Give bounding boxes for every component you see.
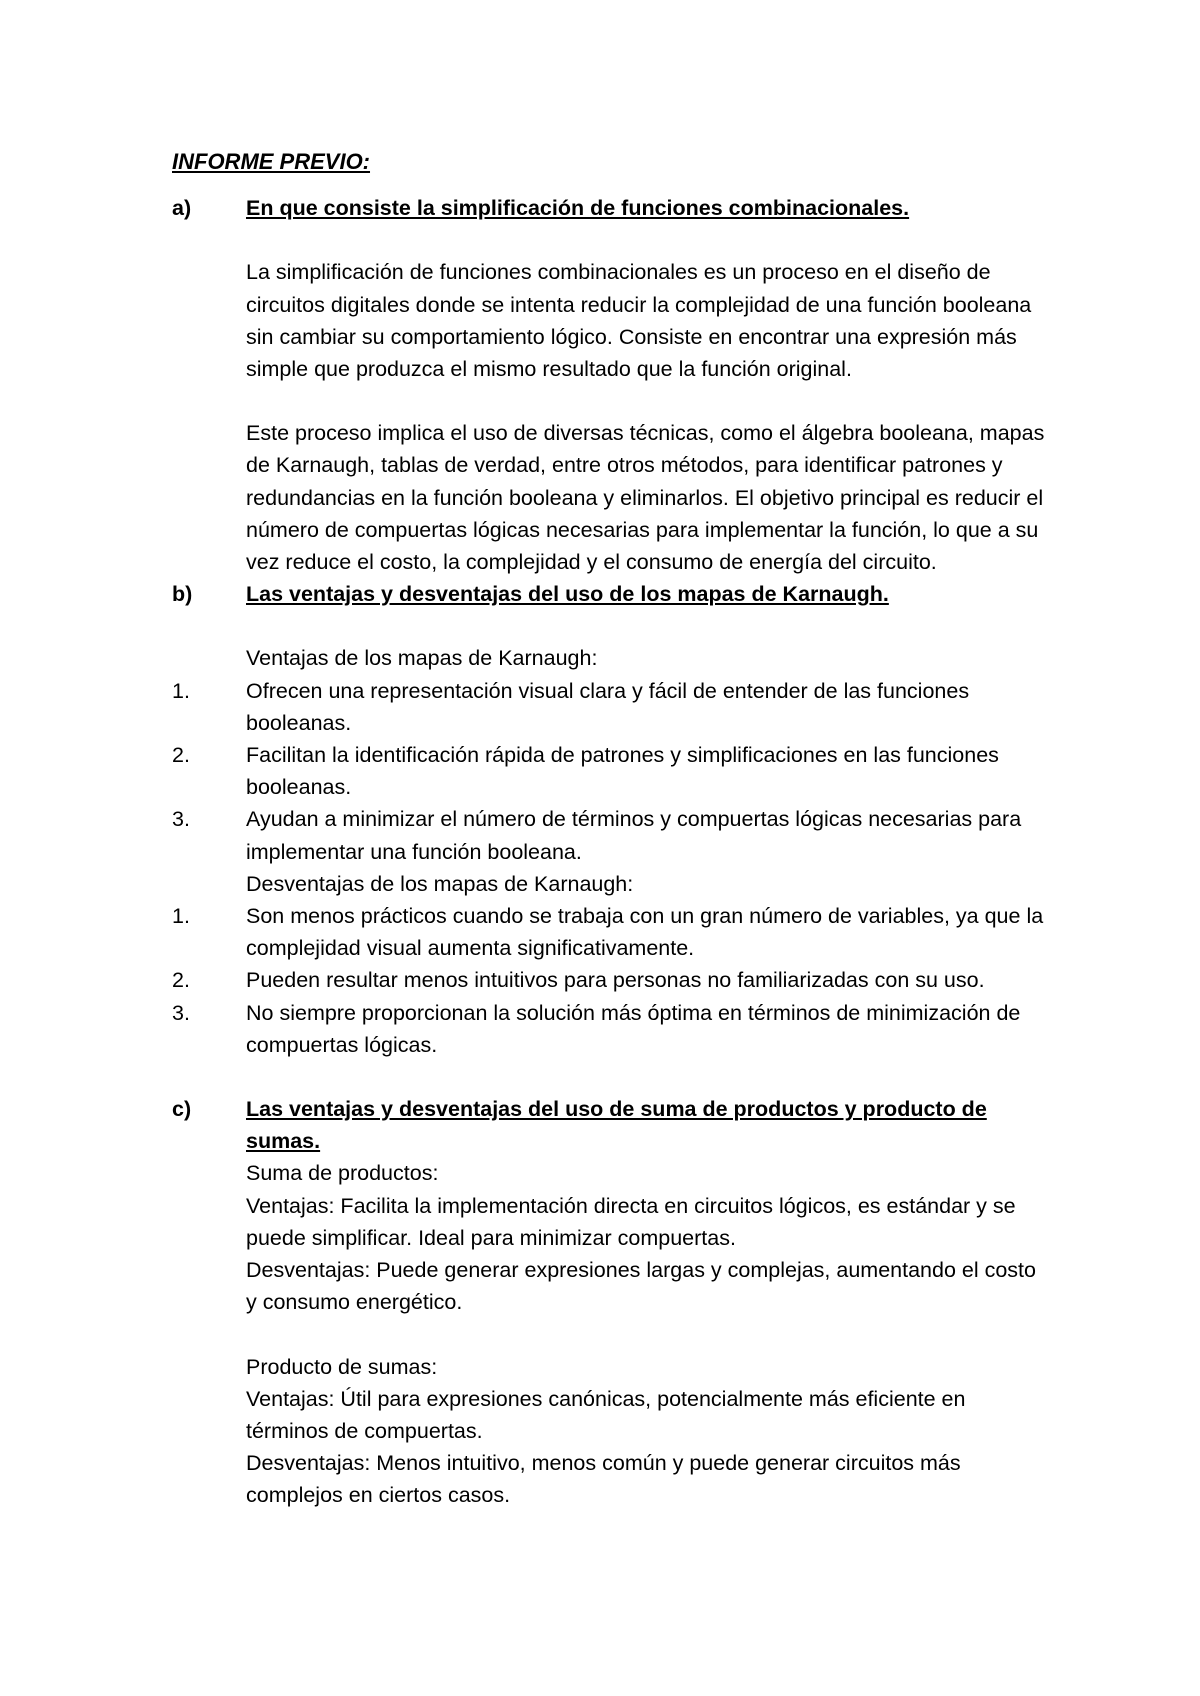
list-item bbox=[172, 739, 1052, 803]
section-a-marker: a) bbox=[172, 196, 192, 221]
list-number: 3. bbox=[172, 807, 190, 832]
section-a-heading: En que consiste la simplificación de funciones combinacionales. bbox=[246, 196, 910, 221]
list-number: 3. bbox=[172, 1000, 190, 1025]
list-item bbox=[172, 675, 1052, 739]
list-text: Ayudan a minimizar el número de términos y compuertas lógicas necesarias para implementar una función booleana. bbox=[246, 807, 1022, 864]
section-c-heading-row bbox=[172, 1093, 1052, 1157]
list-item bbox=[172, 803, 1052, 867]
list-item bbox=[172, 997, 1052, 1061]
section-b-marker: b) bbox=[172, 582, 193, 607]
list-text: No siempre proporcionan la solución más óptima en términos de minimización de compuertas lógicas. bbox=[246, 1000, 1021, 1057]
karnaugh-advantages-label: Ventajas de los mapas de Karnaugh: bbox=[246, 646, 598, 671]
pos-disadvantages: Desventajas: Menos intuitivo, menos común y puede generar circuitos más complejos en ciertos casos. bbox=[246, 1451, 961, 1508]
list-text: Ofrecen una representación visual clara y fácil de entender de las funciones booleanas. bbox=[246, 678, 970, 735]
section-c-heading: Las ventajas y desventajas del uso de suma de productos y producto de sumas. bbox=[246, 1097, 987, 1154]
pos-advantages: Ventajas: Útil para expresiones canónicas, potencialmente más eficiente en términos de compuertas. bbox=[246, 1386, 966, 1443]
sop-advantages: Ventajas: Facilita la implementación directa en circuitos lógicos, es estándar y se puede simplificar. Ideal para minimizar compuertas. bbox=[246, 1193, 1016, 1250]
document-title: INFORME PREVIO: bbox=[172, 149, 371, 174]
section-a-heading-row bbox=[172, 192, 1052, 224]
list-item bbox=[172, 900, 1052, 964]
list-number: 2. bbox=[172, 968, 190, 993]
list-number: 1. bbox=[172, 904, 190, 929]
section-a-paragraph-2: Este proceso implica el uso de diversas técnicas, como el álgebra booleana, mapas de Karnaugh, tablas de verdad, entre otros métodos, para identificar patrones y redundancias en la función booleana y eliminarlos. El objetivo principal es reducir el número de compuertas lógicas necesarias para implementar la función, lo que a su vez reduce el costo, la complejidad y el consumo de energía del circuito. bbox=[246, 421, 1045, 575]
document-body bbox=[172, 146, 1052, 1512]
section-b-heading: Las ventajas y desventajas del uso de los mapas de Karnaugh. bbox=[246, 582, 889, 607]
list-item bbox=[172, 964, 1052, 996]
list-number: 1. bbox=[172, 678, 190, 703]
list-text: Son menos prácticos cuando se trabaja con un gran número de variables, ya que la complejidad visual aumenta significativamente. bbox=[246, 904, 1044, 961]
karnaugh-disadvantages-label: Desventajas de los mapas de Karnaugh: bbox=[246, 871, 634, 896]
pos-label: Producto de sumas: bbox=[246, 1354, 438, 1379]
section-a-paragraph-1: La simplificación de funciones combinacionales es un proceso en el diseño de circuitos digitales donde se intenta reducir la complejidad de una función booleana sin cambiar su comportamiento lógico. Consiste en encontrar una expresión más simple que produzca el mismo resultado que la función original. bbox=[246, 260, 1032, 382]
list-number: 2. bbox=[172, 743, 190, 768]
list-text: Pueden resultar menos intuitivos para personas no familiarizadas con su uso. bbox=[246, 968, 985, 993]
section-c-marker: c) bbox=[172, 1097, 192, 1122]
section-b-heading-row bbox=[172, 578, 1052, 610]
sop-disadvantages: Desventajas: Puede generar expresiones largas y complejas, aumentando el costo y consumo energético. bbox=[246, 1258, 1036, 1315]
list-text: Facilitan la identificación rápida de patrones y simplificaciones en las funciones booleanas. bbox=[246, 743, 999, 800]
sop-label: Suma de productos: bbox=[246, 1161, 439, 1186]
